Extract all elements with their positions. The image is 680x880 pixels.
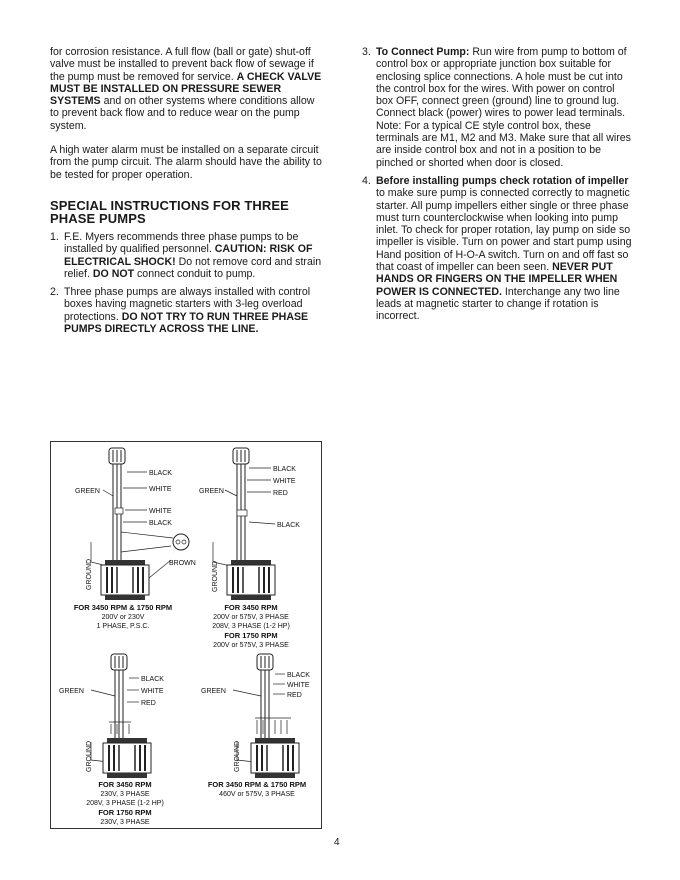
svg-text:GREEN: GREEN bbox=[201, 688, 226, 695]
diagram-three-phase-4wire bbox=[199, 448, 300, 649]
instruction-item bbox=[50, 231, 322, 280]
page-number: 4 bbox=[334, 837, 340, 848]
instruction-item bbox=[362, 175, 634, 323]
list-number: 2. bbox=[50, 286, 59, 299]
svg-text:WHITE: WHITE bbox=[287, 682, 310, 689]
svg-text:GROUND: GROUND bbox=[234, 740, 241, 772]
list-item-text: To Connect Pump: Run wire from pump to bottom of control box or appropriate junction box suitable for enclosing splice connections. A hole must be cut into the control box for the wires. With power on control box OFF, connect green (ground) line to ground lug. Connect black (power) wires to power lead terminals. Note: For a typical CE style control box, these terminals are M1, M2 and M3. Make sure that all wires are inside control box and not in a position to be pinched or shorted when door is closed. bbox=[376, 46, 631, 169]
diagram-single-phase bbox=[74, 448, 196, 630]
paragraph-check-valve: for corrosion resistance. A full flow (ball or gate) shut-off valve must be installed to prevent back flow of sewage if the pump must be removed for service. A CHECK VALVE MUST BE INSTALLED ON PRESSURE SEWER SYSTEMS and on other systems where conditions allow to prevent back flow and to reduce wear on the pump system. bbox=[50, 46, 322, 132]
svg-text:200V or 575V, 3 PHASE: 200V or 575V, 3 PHASE bbox=[213, 642, 289, 649]
svg-text:GREEN: GREEN bbox=[59, 688, 84, 695]
svg-text:200V or 575V, 3 PHASE: 200V or 575V, 3 PHASE bbox=[213, 614, 289, 621]
svg-text:FOR 3450 RPM: FOR 3450 RPM bbox=[224, 603, 278, 612]
svg-text:FOR 3450 RPM: FOR 3450 RPM bbox=[98, 780, 152, 789]
svg-text:GROUND: GROUND bbox=[86, 740, 93, 772]
list-item-text: Before installing pumps check rotation of impeller to make sure pump is connected correctly to magnetic starter. All pump impellers either single or three phase must turn counterclockwise when looking into pump inlet. To check for proper rotation, lay pump on side so impeller is visible. Turn on power and start pump using Hand position of H-O-A switch. Turn on and off fast so that coast of impeller can been seen. NEVER PUT HANDS OR FINGERS ON THE IMPELLER WHEN POWER IS CONNECTED. Interchange any two line leads at magnetic starter to change if rotation is incorrect. bbox=[376, 174, 632, 323]
right-column bbox=[362, 46, 634, 329]
svg-text:GREEN: GREEN bbox=[199, 488, 224, 495]
diagram-three-phase-460v bbox=[201, 654, 310, 798]
svg-text:BROWN: BROWN bbox=[169, 560, 196, 567]
svg-text:208V, 3 PHASE (1-2 HP): 208V, 3 PHASE (1-2 HP) bbox=[86, 800, 164, 807]
svg-text:GREEN: GREEN bbox=[75, 488, 100, 495]
svg-text:BLACK: BLACK bbox=[141, 676, 164, 683]
svg-text:FOR 1750 RPM: FOR 1750 RPM bbox=[98, 808, 152, 817]
list-item-text: Three phase pumps are always installed with control boxes having magnetic starters with 3-leg overload protections. DO NOT TRY TO RUN THREE PHASE PUMPS DIRECTLY ACROSS THE LINE. bbox=[64, 286, 311, 336]
svg-text:200V or 230V: 200V or 230V bbox=[101, 614, 145, 621]
list-item-text: F.E. Myers recommends three phase pumps to be installed by qualified personnel. CAUTION: RISK OF ELECTRICAL SHOCK! Do not remove cord and strain relief. DO NOT connect conduit to pump. bbox=[64, 230, 322, 280]
svg-text:BLACK: BLACK bbox=[273, 466, 296, 473]
svg-text:GROUND: GROUND bbox=[86, 558, 93, 590]
svg-text:460V or 575V, 3 PHASE: 460V or 575V, 3 PHASE bbox=[219, 791, 295, 798]
svg-text:BLACK: BLACK bbox=[149, 470, 172, 477]
svg-text:WHITE: WHITE bbox=[149, 508, 172, 515]
svg-text:WHITE: WHITE bbox=[149, 486, 172, 493]
list-number: 3. bbox=[362, 46, 371, 58]
svg-text:208V, 3 PHASE (1-2 HP): 208V, 3 PHASE (1-2 HP) bbox=[212, 623, 290, 630]
svg-text:BLACK: BLACK bbox=[287, 672, 310, 679]
instruction-list-left bbox=[50, 231, 322, 335]
svg-text:FOR 3450 RPM & 1750 RPM: FOR 3450 RPM & 1750 RPM bbox=[73, 603, 173, 612]
section-heading: SPECIAL INSTRUCTIONS FOR THREE PHASE PUMPS bbox=[50, 197, 289, 226]
instruction-item bbox=[50, 286, 322, 335]
svg-text:FOR 3450 RPM & 1750 RPM: FOR 3450 RPM & 1750 RPM bbox=[207, 780, 307, 789]
svg-text:1 PHASE, P.S.C.: 1 PHASE, P.S.C. bbox=[96, 623, 150, 630]
left-column bbox=[50, 46, 322, 341]
svg-text:RED: RED bbox=[141, 700, 156, 707]
list-number: 1. bbox=[50, 230, 59, 243]
svg-text:GROUND: GROUND bbox=[212, 560, 219, 592]
wiring-diagrams bbox=[51, 442, 323, 830]
list-number: 4. bbox=[362, 174, 371, 187]
svg-text:BLACK: BLACK bbox=[149, 520, 172, 527]
diagram-three-phase-230v bbox=[59, 654, 164, 826]
svg-text:WHITE: WHITE bbox=[141, 688, 164, 695]
svg-text:FOR 1750 RPM: FOR 1750 RPM bbox=[224, 631, 278, 640]
wiring-diagram-figure bbox=[50, 441, 322, 829]
paragraph-high-water-alarm: A high water alarm must be installed on a separate circuit from the pump circuit. The alarm should have the ability to be tested for proper operation. bbox=[50, 144, 322, 181]
instruction-item bbox=[362, 46, 634, 169]
svg-text:RED: RED bbox=[273, 490, 288, 497]
instruction-list-right bbox=[362, 46, 634, 323]
svg-text:BLACK: BLACK bbox=[277, 522, 300, 529]
svg-text:WHITE: WHITE bbox=[273, 478, 296, 485]
svg-text:230V, 3 PHASE: 230V, 3 PHASE bbox=[100, 791, 150, 798]
svg-text:RED: RED bbox=[287, 692, 302, 699]
svg-text:230V, 3 PHASE: 230V, 3 PHASE bbox=[100, 819, 150, 826]
